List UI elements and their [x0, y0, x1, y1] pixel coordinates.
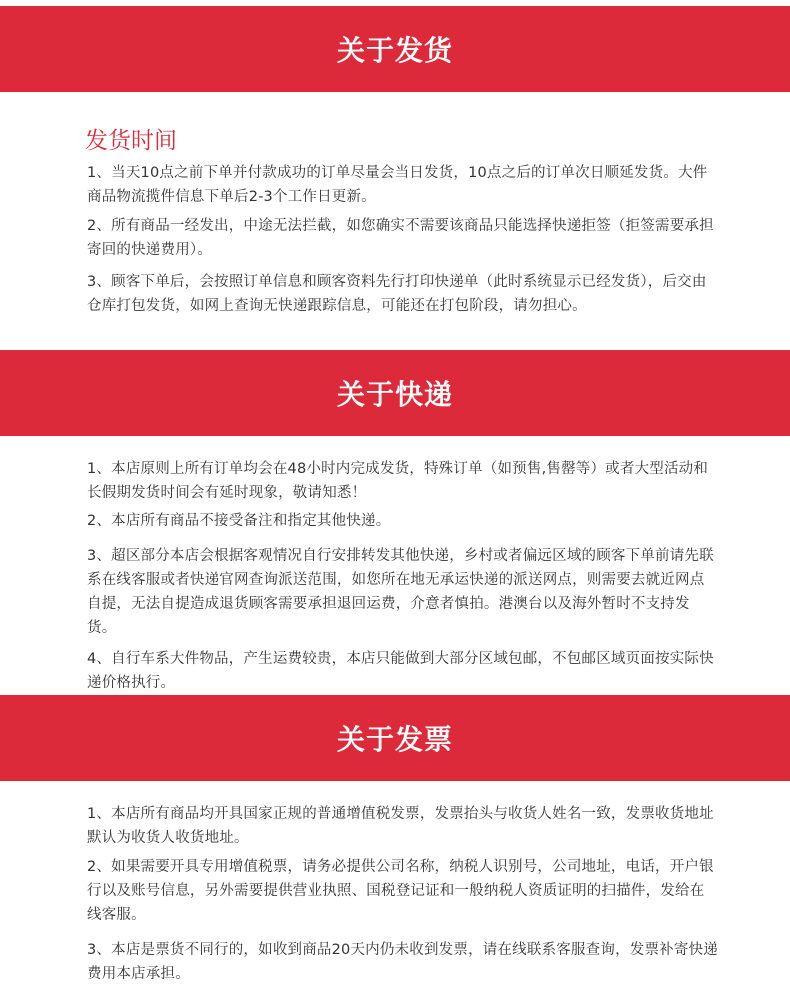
- invoice-item-3: 3、本店是票货不同行的，如收到商品20天内仍未收到发票，请在线联系客服查询，发票补寄快递费用本店承担。: [87, 942, 718, 982]
- invoice-banner: [0, 695, 790, 781]
- express-title: 关于快递: [336, 378, 453, 411]
- express-item-1: 1、本店原则上所有订单均会在48小时内完成发货，特殊订单（如预售,售罄等）或者大型活动和长假期发货时间会有延时现象，敬请知悉！: [87, 461, 709, 501]
- express-item-3: 3、超区部分本店会根据客观情况自行安排转发其他快递，乡村或者偏远区域的顾客下单前请先联系在线客服或者快递官网查询派送范围，如您所在地无承运快递的派送网点，则需要去就近网点自提，无法自提造成退货顾客需要承担退回运费，介意者慎拍。港澳台以及海外暂时不支持发货。: [87, 548, 714, 636]
- express-item-2: 2、本店所有商品不接受备注和指定其他快递。: [87, 513, 391, 529]
- express-item-4: 4、自行车系大件物品，产生运费较贵，本店只能做到大部分区域包邮，不包邮区域页面按实际快递价格执行。: [87, 651, 714, 691]
- shipping-item-3: 3、顾客下单后，会按照订单信息和顾客资料先行打印快递单（此时系统显示已经发货），后交由仓库打包发货，如网上查询无快递跟踪信息，可能还在打包阶段，请勿担心。: [87, 274, 707, 314]
- shipping-title: 关于发货: [336, 34, 453, 67]
- shipping-banner: [0, 6, 790, 92]
- invoice-title: 关于发票: [336, 723, 453, 756]
- invoice-item-2: 2、如果需要开具专用增值税票，请务必提供公司名称，纳税人识别号，公司地址，电话，开户银行以及账号信息，另外需要提供营业执照、国税登记证和一般纳税人资质证明的扫描件，发给在线客服。: [87, 859, 714, 923]
- invoice-item-1: 1、本店所有商品均开具国家正规的普通增值税发票，发票抬头与收货人姓名一致，发票收货地址默认为收货人收货地址。: [87, 806, 714, 846]
- shipping-item-2: 2、所有商品一经发出，中途无法拦截，如您确实不需要该商品只能选择快递拒签（拒签需要承担寄回的快递费用）。: [87, 218, 714, 258]
- shipping-time-heading: 发货时间: [85, 128, 177, 154]
- express-banner: [0, 350, 790, 436]
- shipping-item-1: 1、当天10点之前下单并付款成功的订单尽量会当日发货，10点之后的订单次日顺延发货。大件商品物流揽件信息下单后2-3个工作日更新。: [87, 165, 708, 205]
